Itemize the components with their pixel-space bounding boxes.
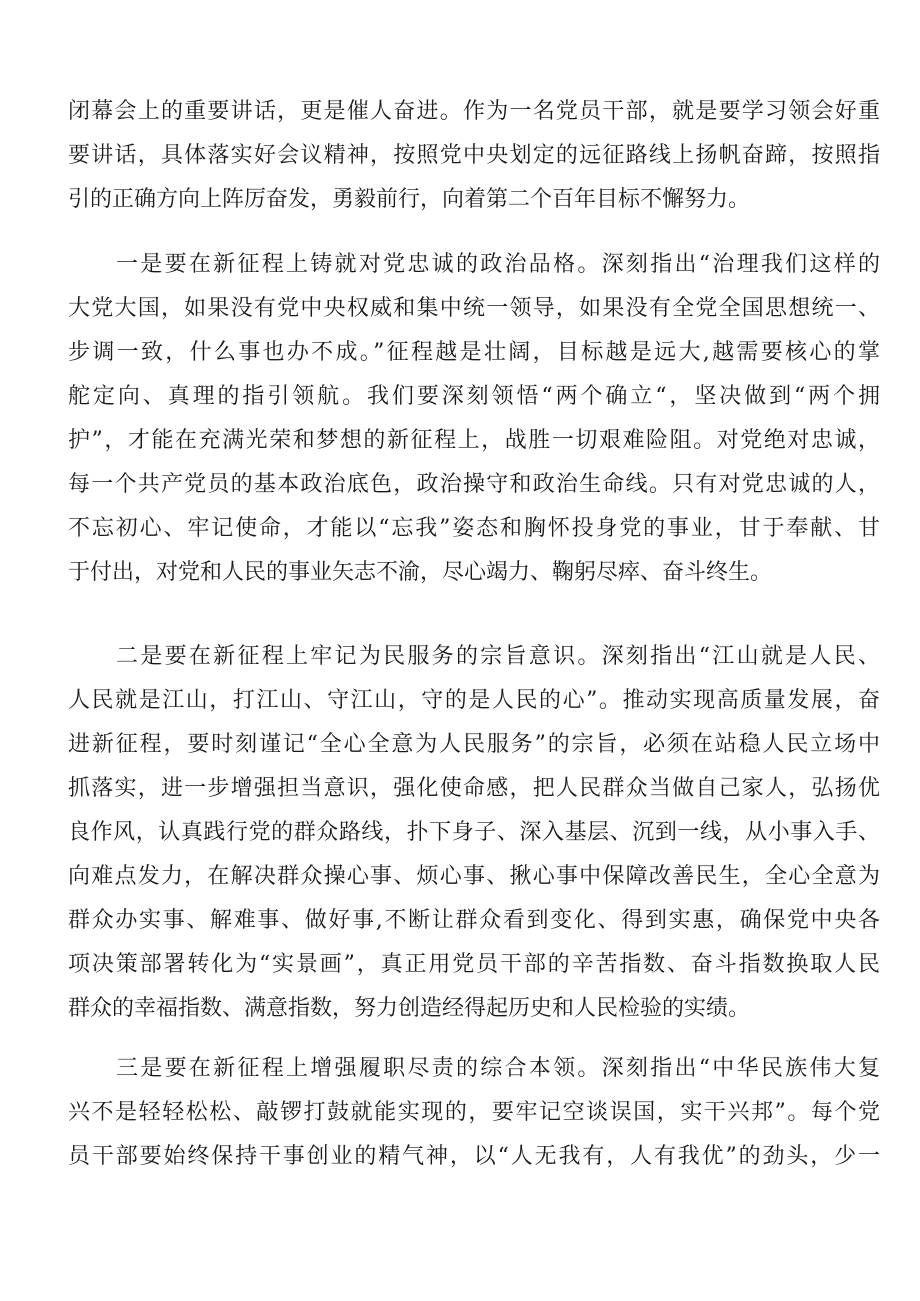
text-line: 一是要在新征程上铸就对党忠诚的政治品格。深刻指出“治理我们这样的 (116, 252, 880, 277)
text-line: 向难点发力，在解决群众操心事、烦心事、揪心事中保障改善民生，全心全意为 (68, 864, 880, 889)
text-line: 进新征程，要时刻谨记“全心全意为人民服务”的宗旨，必须在站稳人民立场中 (68, 732, 880, 757)
text-line: 每一个共产党员的基本政治底色，政治操守和政治生命线。只有对党忠诚的人， (68, 472, 880, 497)
text-line: 群众的幸福指数、满意指数，努力创造经得起历史和人民检验的实绩。 (68, 996, 751, 1021)
paragraph-point-two (68, 635, 880, 1031)
text-line: 步调一致，什么事也办不成。”征程越是壮阔，目标越是远大,越需要核心的掌 (68, 340, 880, 365)
text-line: 闭幕会上的重要讲话，更是催人奋进。作为一名党员干部，就是要学习领会好重 (68, 99, 880, 124)
text-line: 抓落实，进一步增强担当意识，强化使命感，把人民群众当做自己家人，弘扬优 (68, 776, 880, 801)
text-line: 大党大国，如果没有党中央权威和集中统一领导，如果没有全党全国思想统一、 (68, 296, 880, 321)
text-line: 于付出，对党和人民的事业矢志不渝，尽心竭力、鞠躬尽瘁、奋斗终生。 (68, 560, 773, 585)
paragraph-intro (68, 90, 880, 222)
text-line: 项决策部署转化为“实景画”，真正用党员干部的辛苦指数、奋斗指数换取人民 (68, 952, 880, 977)
text-line: 引的正确方向上阵厉奋发，勇毅前行，向着第二个百年目标不懈努力。 (68, 187, 751, 212)
text-line: 三是要在新征程上增强履职尽责的综合本领。深刻指出“中华民族伟大复 (116, 1056, 880, 1081)
text-line: 员干部要始终保持干事创业的精气神，以“人无我有，人有我优”的劲头，少一 (68, 1144, 880, 1169)
text-line: 群众办实事、解难事、做好事,不断让群众看到变化、得到实惠，确保党中央各 (68, 908, 880, 933)
paragraph-point-three (68, 1047, 880, 1179)
paragraph-point-one (68, 243, 880, 595)
text-line: 良作风，认真践行党的群众路线，扑下身子、深入基层、沉到一线，从小事入手、 (68, 820, 880, 845)
text-line: 人民就是江山，打江山、守江山，守的是人民的心”。推动实现高质量发展，奋 (68, 688, 880, 713)
text-line: 二是要在新征程上牢记为民服务的宗旨意识。深刻指出“江山就是人民、 (116, 644, 880, 669)
text-line: 不忘初心、牢记使命，才能以“忘我”姿态和胸怀投身党的事业，甘于奉献、甘 (68, 516, 880, 541)
text-line: 舵定向、真理的指引领航。我们要深刻领悟“两个确立“，坚决做到“两个拥 (68, 384, 880, 409)
text-line: 要讲话，具体落实好会议精神，按照党中央划定的远征路线上扬帆奋蹄，按照指 (68, 143, 880, 168)
text-line: 兴不是轻轻松松、敲锣打鼓就能实现的，要牢记空谈误国，实干兴邦”。每个党 (68, 1100, 880, 1125)
text-line: 护”，才能在充满光荣和梦想的新征程上，战胜一切艰难险阻。对党绝对忠诚， (68, 428, 880, 453)
